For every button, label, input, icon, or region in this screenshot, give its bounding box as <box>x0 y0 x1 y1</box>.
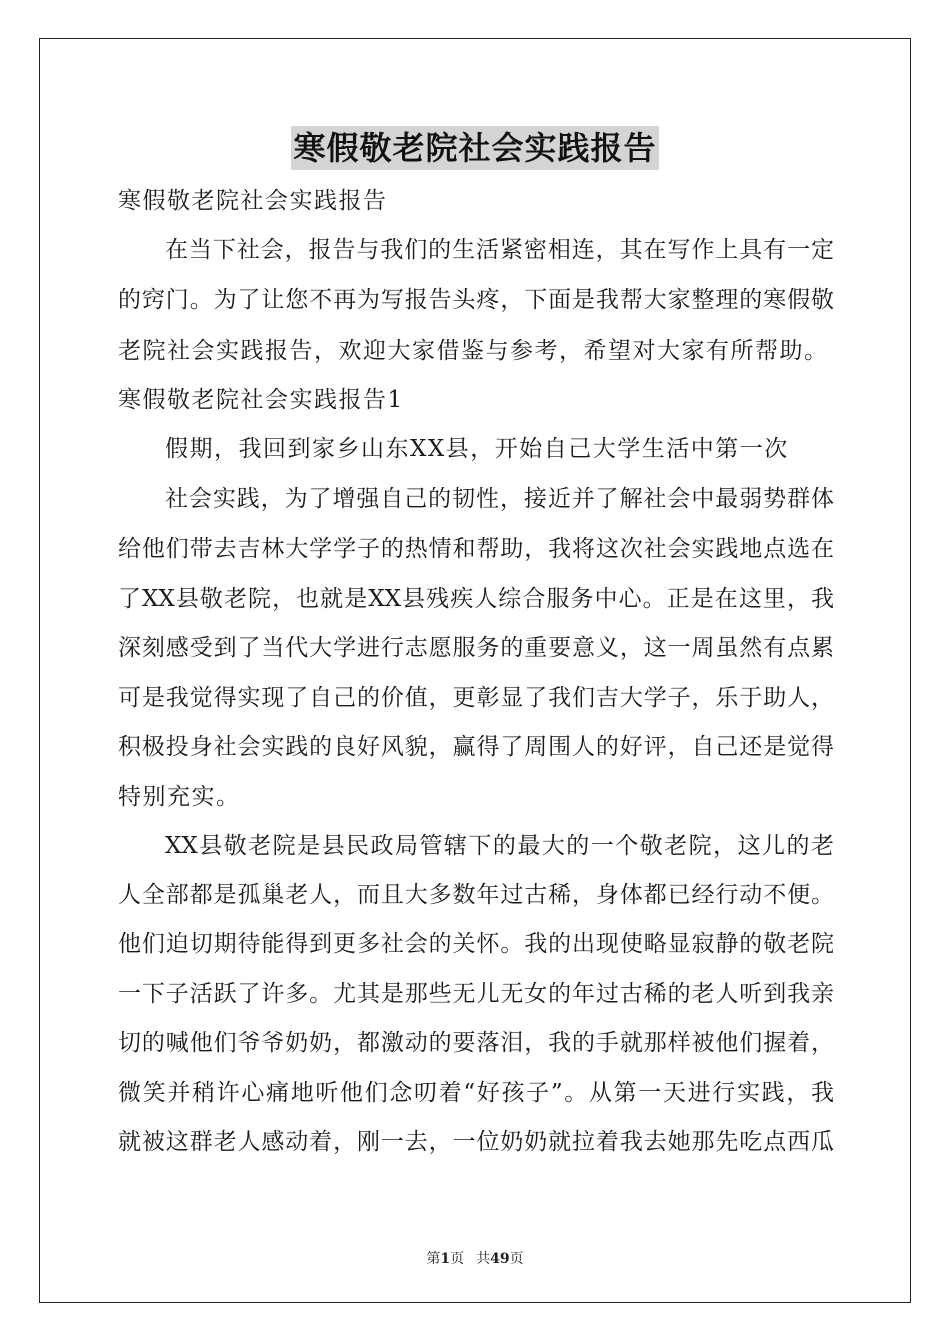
para2-line-6: 积极投身社会实践的良好风貌，赢得了周围人的好评，自己还是觉得 <box>118 734 834 760</box>
para2-line-3: 了XX县敬老院，也就是XX县残疾人综合服务中心。正是在这里，我 <box>118 586 834 612</box>
intro-line-1: 在当下社会，报告与我们的生活紧密相连，其在写作上具有一定 <box>165 237 834 263</box>
para3-line-6: 微笑并稍许心痛地听他们念叨着“好孩子”。从第一天进行实践，我 <box>118 1080 834 1106</box>
page-border <box>39 38 911 1303</box>
para3-line-5: 切的喊他们爷爷奶奶，都激动的要落泪，我的手就那样被他们握着， <box>118 1030 834 1056</box>
para1-line-1: 假期，我回到家乡山东XX县，开始自己大学生活中第一次 <box>165 436 789 462</box>
section-heading: 寒假敬老院社会实践报告1 <box>118 387 404 413</box>
footer-page-number: 1 <box>440 1251 451 1267</box>
document-title: 寒假敬老院社会实践报告 <box>291 126 658 170</box>
title-wrap <box>0 126 950 170</box>
para3-line-1: XX县敬老院是县民政局管辖下的最大的一个敬老院，这儿的老 <box>165 833 834 859</box>
footer-page-suffix: 页 <box>450 1251 465 1267</box>
footer-total-pages: 49 <box>490 1251 510 1267</box>
para3-line-4: 一下子活跃了许多。尤其是那些无儿无女的年过古稀的老人听到我亲 <box>118 981 834 1007</box>
para3-line-3: 他们迫切期待能得到更多社会的关怀。我的出现使略显寂静的敬老院 <box>118 931 834 957</box>
intro-line-2: 的窍门。为了让您不再为写报告头疼，下面是我帮大家整理的寒假敬 <box>118 287 834 313</box>
para2-line-2: 给他们带去吉林大学学子的热情和帮助，我将这次社会实践地点选在 <box>118 536 834 562</box>
intro-line-3: 老院社会实践报告，欢迎大家借鉴与参考，希望对大家有所帮助。 <box>118 338 829 364</box>
footer-page-prefix: 第 <box>426 1251 441 1267</box>
para3-line-7: 就被这群老人感动着，刚一去，一位奶奶就拉着我去她那先吃点西瓜 <box>118 1129 834 1155</box>
para2-line-5: 可是我觉得实现了自己的价值，更彰显了我们吉大学子，乐于助人， <box>118 685 834 711</box>
para2-line-4: 深刻感受到了当代大学进行志愿服务的重要意义，这一周虽然有点累 <box>118 635 834 661</box>
para2-line-1: 社会实践，为了增强自己的韧性，接近并了解社会中最弱势群体 <box>165 486 834 512</box>
para3-line-2: 人全部都是孤巢老人，而且大多数年过古稀，身体都已经行动不便。 <box>118 882 834 908</box>
para2-line-7: 特别充实。 <box>118 784 241 810</box>
footer-total-prefix: 共 <box>476 1251 491 1267</box>
footer-total-suffix: 页 <box>509 1251 524 1267</box>
document-subtitle: 寒假敬老院社会实践报告 <box>118 188 388 214</box>
page-footer <box>0 1250 950 1268</box>
